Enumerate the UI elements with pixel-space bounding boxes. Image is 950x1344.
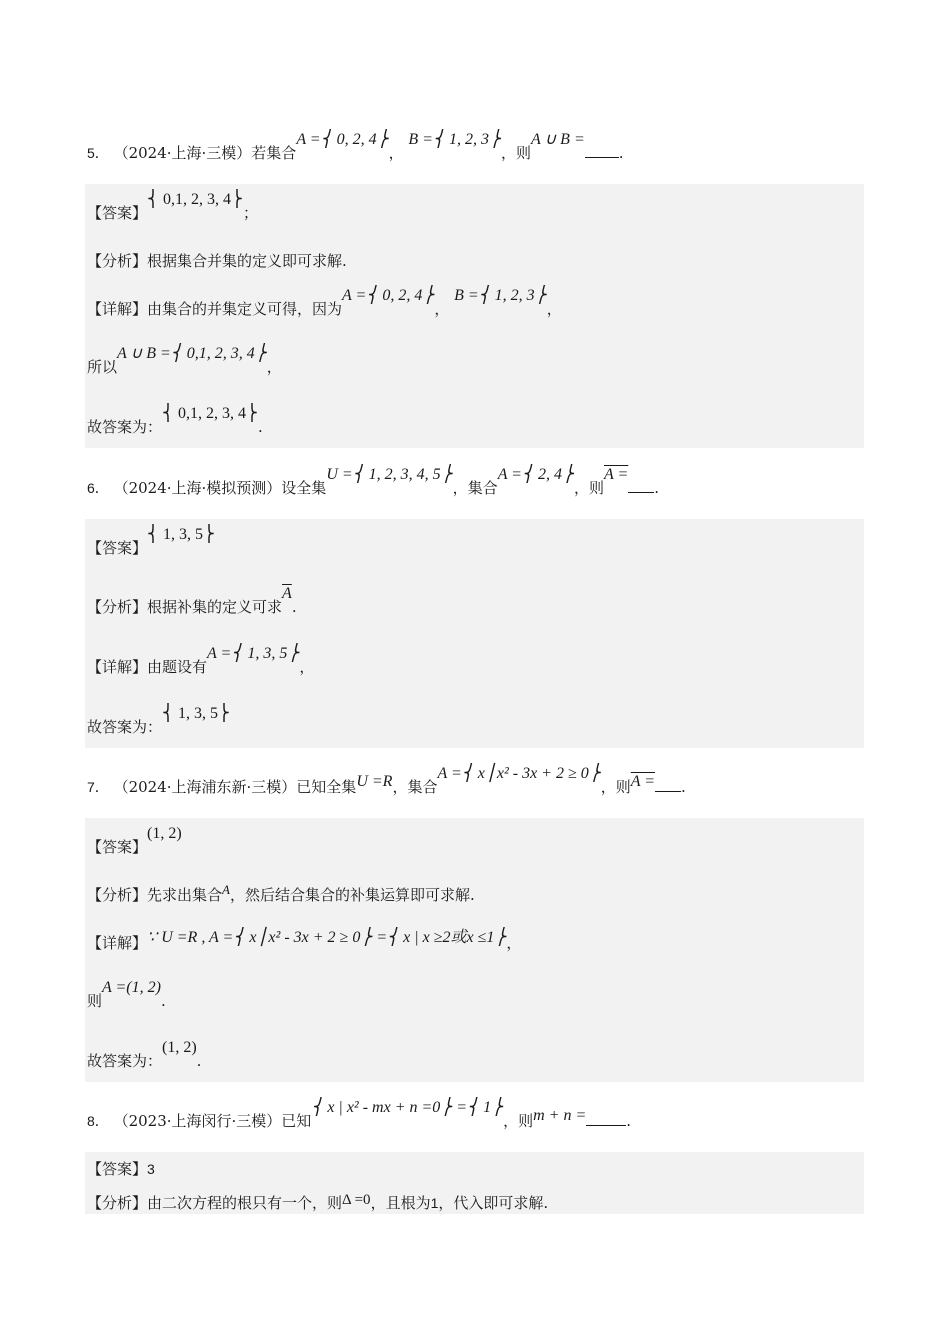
q5-so-line xyxy=(87,345,282,377)
q8-number: 8． xyxy=(87,1113,109,1129)
q7-then-end: . xyxy=(160,992,166,1010)
q8-stem-text: 已知 xyxy=(281,1112,312,1130)
q8-expr: m + n = xyxy=(533,1107,587,1124)
q5-answer: ⎨ 0,1, 2, 3, 4⎬ xyxy=(147,191,244,208)
q7-answer-blank xyxy=(655,779,681,792)
q8-stem xyxy=(87,1099,632,1131)
q7-set-a: A =⎨ x⎪x² - 3x + 2 ≥ 0⎬ xyxy=(437,765,601,782)
q7-number: 7． xyxy=(87,779,109,795)
q6-detail-text: 由题设有 xyxy=(147,658,208,676)
q5-analysis: 根据集合并集的定义即可求解. xyxy=(147,252,347,270)
q5-detail-sep: ， xyxy=(434,300,450,318)
q6-stem xyxy=(87,466,660,498)
q5-source: （2024·上海·三模） xyxy=(113,144,252,162)
q5-final-expr: ⎨ 0,1, 2, 3, 4⎬ xyxy=(162,405,259,422)
q6-detail-label: 【详解】 xyxy=(87,658,148,676)
q6-answer-blank xyxy=(628,480,654,493)
q6-final-expr: ⎨ 1, 3, 5⎬ xyxy=(162,705,231,722)
q8-answer: 3 xyxy=(147,1161,155,1177)
q5-so-expr: A ∪ B =⎨ 0,1, 2, 3, 4⎬ xyxy=(117,345,267,362)
q6-source: （2024·上海·模拟预测） xyxy=(113,479,282,497)
q6-set-u: U =⎨ 1, 2, 3, 4, 5⎬ xyxy=(326,466,453,483)
q5-sep1: ， xyxy=(388,144,404,162)
q5-stem xyxy=(87,131,624,163)
q6-detail-end: ， xyxy=(299,658,315,676)
q7-end: . xyxy=(681,778,686,796)
q6-answer-label: 【答案】 xyxy=(87,539,148,557)
q6-end: . xyxy=(654,479,660,497)
q7-final-expr: (1, 2) xyxy=(162,1039,197,1056)
q5-detail-text: 由集合的并集定义可得，因为 xyxy=(147,300,343,318)
q7-final-end: . xyxy=(196,1052,202,1070)
q7-expr: A = xyxy=(630,773,656,790)
q7-detail-expr: ∵ U =R , A =⎨ x⎪x² - 3x + 2 ≥ 0⎬ =⎨ x | x ≥2或x ≤1⎬ xyxy=(147,929,507,946)
q5-end: . xyxy=(618,144,624,162)
q7-source: （2024·上海浦东新·三模） xyxy=(113,778,297,796)
q8-analysis-num: 1 xyxy=(430,1195,439,1211)
q8-analysis-a: 由二次方程的根只有一个，则 xyxy=(147,1194,343,1212)
q7-stem-text: 已知全集 xyxy=(296,778,357,796)
q5-detail-label: 【详解】 xyxy=(87,300,148,318)
q6-analysis-end: . xyxy=(291,598,297,616)
q6-expr: A = xyxy=(603,466,629,483)
q5-so-end: ， xyxy=(266,358,282,376)
q7-then-label: 则 xyxy=(87,992,103,1010)
q7-sep2: ，则 xyxy=(600,778,631,796)
q7-stem xyxy=(87,765,686,797)
q5-sep2: ，则 xyxy=(500,144,531,162)
q5-detail-line xyxy=(87,287,562,319)
q7-analysis-sym: A xyxy=(222,882,230,897)
q8-set-expr: ⎨ x | x² - mx + n =0⎬ =⎨ 1⎬ xyxy=(311,1099,504,1116)
q7-then-expr: A =(1, 2) xyxy=(102,979,161,996)
q8-answer-label: 【答案】 xyxy=(87,1160,148,1178)
q7-analysis-line xyxy=(87,884,475,905)
q8-answer-blank xyxy=(586,1113,626,1126)
q6-stem-text: 设全集 xyxy=(281,479,327,497)
q8-analysis-expr: Δ =0 xyxy=(342,1192,371,1208)
q6-analysis-expr: $\overline{A}$ xyxy=(282,585,292,602)
q7-set-u: U =R xyxy=(356,773,393,790)
q8-sep: ，则 xyxy=(503,1112,534,1130)
q6-analysis: 根据补集的定义可求 xyxy=(147,598,283,616)
q7-detail-line xyxy=(87,930,521,953)
q5-detail-set-a: A =⎨ 0, 2, 4⎬ xyxy=(342,287,435,304)
q5-stem-text: 若集合 xyxy=(251,144,297,162)
q7-then-line xyxy=(87,979,166,1011)
q8-source: （2023·上海闵行·三模） xyxy=(113,1112,282,1130)
q5-final-line xyxy=(87,405,263,437)
q5-analysis-line xyxy=(87,250,347,271)
q8-answer-line xyxy=(87,1158,155,1179)
q6-detail-expr: A =⎨ 1, 3, 5⎬ xyxy=(207,645,300,662)
q7-analysis-a: 先求出集合 xyxy=(147,886,223,904)
q7-final-line xyxy=(87,1039,202,1071)
q5-detail-set-b: B =⎨ 1, 2, 3⎬ xyxy=(454,287,547,304)
q8-analysis-label: 【分析】 xyxy=(87,1194,148,1212)
q6-detail-line xyxy=(87,645,315,677)
q6-sep1: ，集合 xyxy=(452,479,498,497)
q5-answer-blank xyxy=(585,145,619,158)
q6-answer: ⎨ 1, 3, 5⎬ xyxy=(147,526,216,543)
q8-analysis-line xyxy=(87,1192,548,1213)
q5-set-b: B =⎨ 1, 2, 3⎬ xyxy=(408,131,501,148)
q7-detail-end: ， xyxy=(506,934,522,952)
q6-analysis-label: 【分析】 xyxy=(87,598,148,616)
q5-so-label: 所以 xyxy=(87,358,118,376)
q6-analysis-line xyxy=(87,585,297,617)
q5-answer-label: 【答案】 xyxy=(87,204,148,222)
q7-answer-label: 【答案】 xyxy=(87,838,148,856)
q6-set-a: A =⎨ 2, 4⎬ xyxy=(497,466,574,483)
q8-analysis-c: ，代入即可求解. xyxy=(438,1194,549,1212)
q7-answer-line xyxy=(87,825,182,857)
q6-answer-line xyxy=(87,526,216,558)
q5-final-label: 故答案为： xyxy=(87,418,163,436)
q7-detail-label: 【详解】 xyxy=(87,934,148,952)
q5-detail-end: ， xyxy=(546,300,562,318)
q6-final-label: 故答案为： xyxy=(87,718,163,736)
q7-analysis-b: ，然后结合集合的补集运算即可求解. xyxy=(229,886,475,904)
q6-sep2: ，则 xyxy=(573,479,604,497)
q5-answer-line xyxy=(87,191,259,223)
q7-final-label: 故答案为： xyxy=(87,1052,163,1070)
q5-analysis-label: 【分析】 xyxy=(87,252,148,270)
q6-number: 6． xyxy=(87,480,109,496)
q5-answer-end: ； xyxy=(243,204,259,222)
q8-end: . xyxy=(626,1112,632,1130)
q6-final-line xyxy=(87,705,231,737)
q5-expr: A ∪ B = xyxy=(530,131,585,148)
q5-number: 5． xyxy=(87,145,109,161)
q7-sep1: ，集合 xyxy=(392,778,438,796)
q5-final-end: . xyxy=(258,418,263,436)
q7-analysis-label: 【分析】 xyxy=(87,886,148,904)
q7-answer: (1, 2) xyxy=(147,825,182,842)
q5-set-a: A =⎨ 0, 2, 4⎬ xyxy=(296,131,389,148)
q8-analysis-b: ，且根为 xyxy=(370,1194,431,1212)
